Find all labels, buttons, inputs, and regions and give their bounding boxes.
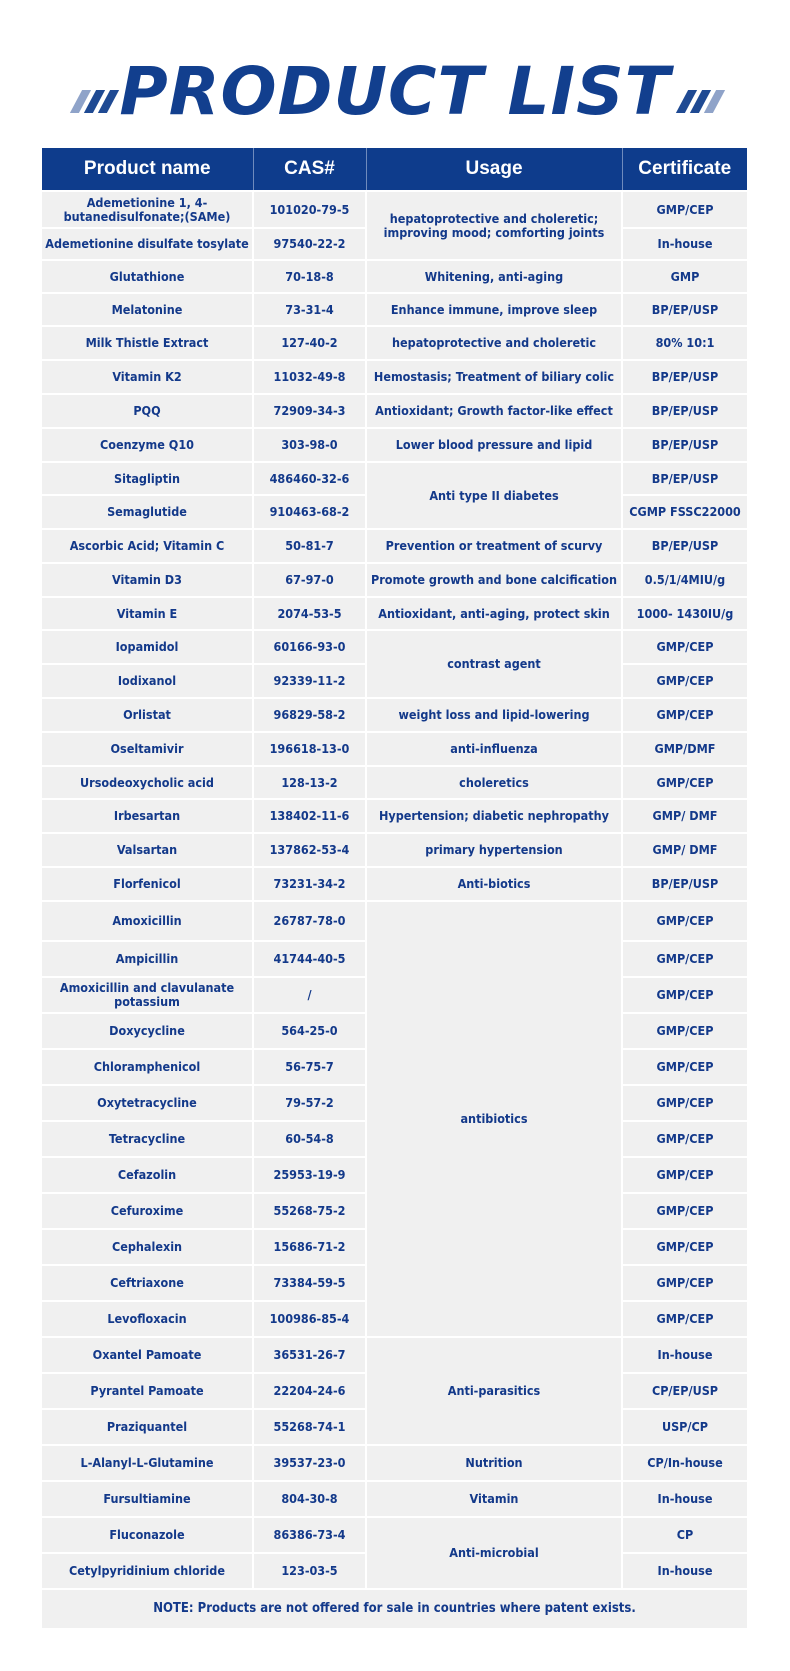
product-name: Ademetionine disulfate tosylate <box>42 228 253 260</box>
cas-number: 196618-13-0 <box>253 732 366 766</box>
usage: Whitening, anti-aging <box>366 260 622 293</box>
product-name: Vitamin D3 <box>42 563 253 597</box>
cas-number: 96829-58-2 <box>253 698 366 732</box>
certificate: GMP/CEP <box>622 941 747 977</box>
product-name: Oxantel Pamoate <box>42 1337 253 1373</box>
certificate: BP/EP/USP <box>622 867 747 901</box>
certificate: GMP/CEP <box>622 1085 747 1121</box>
cas-number: 26787-78-0 <box>253 901 366 941</box>
table-row <box>42 394 747 428</box>
table-row <box>42 901 747 941</box>
certificate: GMP/ DMF <box>622 833 747 867</box>
cas-number: 67-97-0 <box>253 563 366 597</box>
table-row <box>42 1337 747 1373</box>
cas-number: 92339-11-2 <box>253 664 366 698</box>
table-row <box>42 799 747 833</box>
product-name: Ampicillin <box>42 941 253 977</box>
table-row <box>42 191 747 228</box>
usage: Antioxidant, anti-aging, protect skin <box>366 597 622 630</box>
usage: Antioxidant; Growth factor-like effect <box>366 394 622 428</box>
certificate: BP/EP/USP <box>622 529 747 563</box>
product-name: Coenzyme Q10 <box>42 428 253 462</box>
cas-number: 97540-22-2 <box>253 228 366 260</box>
certificate: In-house <box>622 1481 747 1517</box>
product-name: Iodixanol <box>42 664 253 698</box>
product-name: Milk Thistle Extract <box>42 326 253 360</box>
product-name: Tetracycline <box>42 1121 253 1157</box>
certificate: GMP/DMF <box>622 732 747 766</box>
cas-number: 55268-75-2 <box>253 1193 366 1229</box>
table-row <box>42 529 747 563</box>
table-row <box>42 326 747 360</box>
cas-number: 2074-53-5 <box>253 597 366 630</box>
slash-decoration-right <box>682 90 719 113</box>
usage: Anti-microbial <box>366 1517 622 1589</box>
product-name: Fluconazole <box>42 1517 253 1553</box>
product-name: Cetylpyridinium chloride <box>42 1553 253 1589</box>
certificate: BP/EP/USP <box>622 360 747 394</box>
header-cas: CAS# <box>253 148 366 191</box>
usage: Lower blood pressure and lipid <box>366 428 622 462</box>
usage: Anti-parasitics <box>366 1337 622 1445</box>
cas-number: 101020-79-5 <box>253 191 366 228</box>
product-name: Valsartan <box>42 833 253 867</box>
product-name: Glutathione <box>42 260 253 293</box>
cas-number: 39537-23-0 <box>253 1445 366 1481</box>
table-row <box>42 732 747 766</box>
certificate: CP/EP/USP <box>622 1373 747 1409</box>
cas-number: 60166-93-0 <box>253 630 366 664</box>
certificate: GMP/CEP <box>622 1229 747 1265</box>
table-row <box>42 462 747 495</box>
cas-number: 56-75-7 <box>253 1049 366 1085</box>
cas-number: 55268-74-1 <box>253 1409 366 1445</box>
title-banner <box>0 0 790 150</box>
product-name: L-Alanyl-L-Glutamine <box>42 1445 253 1481</box>
usage: Promote growth and bone calcification <box>366 563 622 597</box>
table-row <box>42 597 747 630</box>
product-name: Amoxicillin <box>42 901 253 941</box>
certificate: GMP/CEP <box>622 698 747 732</box>
product-name: Florfenicol <box>42 867 253 901</box>
certificate: BP/EP/USP <box>622 462 747 495</box>
cas-number: 70-18-8 <box>253 260 366 293</box>
certificate: GMP/CEP <box>622 766 747 799</box>
usage: Anti type II diabetes <box>366 462 622 529</box>
product-name: Fursultiamine <box>42 1481 253 1517</box>
cas-number: 25953-19-9 <box>253 1157 366 1193</box>
product-name: Sitagliptin <box>42 462 253 495</box>
table-row <box>42 766 747 799</box>
cas-number: 123-03-5 <box>253 1553 366 1589</box>
usage: hepatoprotective and choleretic; improving mood; comforting joints <box>366 191 622 260</box>
usage: anti-influenza <box>366 732 622 766</box>
header-product-name: Product name <box>42 148 253 191</box>
note-text: NOTE: Products are not offered for sale in countries where patent exists. <box>42 1589 747 1628</box>
certificate: GMP/CEP <box>622 191 747 228</box>
certificate: GMP/CEP <box>622 664 747 698</box>
cas-number: 73231-34-2 <box>253 867 366 901</box>
usage: contrast agent <box>366 630 622 698</box>
usage: Anti-biotics <box>366 867 622 901</box>
usage: Nutrition <box>366 1445 622 1481</box>
header-usage: Usage <box>366 148 622 191</box>
usage: antibiotics <box>366 901 622 1337</box>
table-row <box>42 1445 747 1481</box>
note-row <box>42 1589 747 1628</box>
certificate: GMP/CEP <box>622 1013 747 1049</box>
certificate: GMP <box>622 260 747 293</box>
table-row <box>42 1481 747 1517</box>
certificate: CP/In-house <box>622 1445 747 1481</box>
table-row <box>42 260 747 293</box>
certificate: 0.5/1/4MIU/g <box>622 563 747 597</box>
usage: hepatoprotective and choleretic <box>366 326 622 360</box>
product-name: Ceftriaxone <box>42 1265 253 1301</box>
certificate: 80% 10:1 <box>622 326 747 360</box>
certificate: USP/CP <box>622 1409 747 1445</box>
certificate: GMP/CEP <box>622 1301 747 1337</box>
usage: Vitamin <box>366 1481 622 1517</box>
cas-number: 15686-71-2 <box>253 1229 366 1265</box>
product-name: Chloramphenicol <box>42 1049 253 1085</box>
product-name: Melatonine <box>42 293 253 326</box>
table-row <box>42 630 747 664</box>
product-name: Ademetionine 1, 4-butanedisulfonate;(SAMe) <box>42 191 253 228</box>
certificate: BP/EP/USP <box>622 293 747 326</box>
product-name: Oxytetracycline <box>42 1085 253 1121</box>
certificate: CGMP FSSC22000 <box>622 495 747 529</box>
page-title: PRODUCT LIST <box>119 53 671 130</box>
certificate: BP/EP/USP <box>622 394 747 428</box>
product-name: Cefazolin <box>42 1157 253 1193</box>
usage: Prevention or treatment of scurvy <box>366 529 622 563</box>
certificate: GMP/CEP <box>622 1049 747 1085</box>
product-name: Irbesartan <box>42 799 253 833</box>
certificate: BP/EP/USP <box>622 428 747 462</box>
table-body <box>42 191 747 1628</box>
certificate: 1000- 1430IU/g <box>622 597 747 630</box>
usage: primary hypertension <box>366 833 622 867</box>
table-row <box>42 293 747 326</box>
certificate: GMP/CEP <box>622 630 747 664</box>
cas-number: 22204-24-6 <box>253 1373 366 1409</box>
certificate: GMP/ DMF <box>622 799 747 833</box>
table-header-row <box>42 148 747 191</box>
certificate: GMP/CEP <box>622 1265 747 1301</box>
table-row <box>42 698 747 732</box>
header-certificate: Certificate <box>622 148 747 191</box>
product-name: Doxycycline <box>42 1013 253 1049</box>
certificate: In-house <box>622 1553 747 1589</box>
product-name: Cefuroxime <box>42 1193 253 1229</box>
cas-number: 910463-68-2 <box>253 495 366 529</box>
certificate: GMP/CEP <box>622 901 747 941</box>
usage: Hypertension; diabetic nephropathy <box>366 799 622 833</box>
cas-number: 72909-34-3 <box>253 394 366 428</box>
cas-number: 137862-53-4 <box>253 833 366 867</box>
cas-number: 60-54-8 <box>253 1121 366 1157</box>
cas-number: 73-31-4 <box>253 293 366 326</box>
cas-number: 804-30-8 <box>253 1481 366 1517</box>
certificate: GMP/CEP <box>622 1157 747 1193</box>
cas-number: 564-25-0 <box>253 1013 366 1049</box>
cas-number: 79-57-2 <box>253 1085 366 1121</box>
certificate: GMP/CEP <box>622 977 747 1013</box>
cas-number: / <box>253 977 366 1013</box>
cas-number: 86386-73-4 <box>253 1517 366 1553</box>
product-table <box>42 148 747 1628</box>
cas-number: 128-13-2 <box>253 766 366 799</box>
cas-number: 50-81-7 <box>253 529 366 563</box>
table-row <box>42 1517 747 1553</box>
cas-number: 36531-26-7 <box>253 1337 366 1373</box>
product-name: Levofloxacin <box>42 1301 253 1337</box>
product-name: Iopamidol <box>42 630 253 664</box>
cas-number: 486460-32-6 <box>253 462 366 495</box>
certificate: In-house <box>622 1337 747 1373</box>
cas-number: 41744-40-5 <box>253 941 366 977</box>
cas-number: 11032-49-8 <box>253 360 366 394</box>
product-name: Praziquantel <box>42 1409 253 1445</box>
product-name: Amoxicillin and clavulanate potassium <box>42 977 253 1013</box>
product-name: Ursodeoxycholic acid <box>42 766 253 799</box>
cas-number: 303-98-0 <box>253 428 366 462</box>
product-name: Semaglutide <box>42 495 253 529</box>
cas-number: 100986-85-4 <box>253 1301 366 1337</box>
table-row <box>42 360 747 394</box>
certificate: GMP/CEP <box>622 1121 747 1157</box>
usage: choleretics <box>366 766 622 799</box>
product-name: Cephalexin <box>42 1229 253 1265</box>
product-name: Oseltamivir <box>42 732 253 766</box>
usage: Enhance immune, improve sleep <box>366 293 622 326</box>
product-name: Pyrantel Pamoate <box>42 1373 253 1409</box>
table-row <box>42 563 747 597</box>
table-row <box>42 428 747 462</box>
usage: weight loss and lipid-lowering <box>366 698 622 732</box>
certificate: CP <box>622 1517 747 1553</box>
certificate: In-house <box>622 228 747 260</box>
product-name: Vitamin E <box>42 597 253 630</box>
table-row <box>42 867 747 901</box>
table-row <box>42 833 747 867</box>
product-name: Vitamin K2 <box>42 360 253 394</box>
product-name: Ascorbic Acid; Vitamin C <box>42 529 253 563</box>
cas-number: 73384-59-5 <box>253 1265 366 1301</box>
product-name: Orlistat <box>42 698 253 732</box>
certificate: GMP/CEP <box>622 1193 747 1229</box>
cas-number: 138402-11-6 <box>253 799 366 833</box>
product-name: PQQ <box>42 394 253 428</box>
usage: Hemostasis; Treatment of biliary colic <box>366 360 622 394</box>
cas-number: 127-40-2 <box>253 326 366 360</box>
